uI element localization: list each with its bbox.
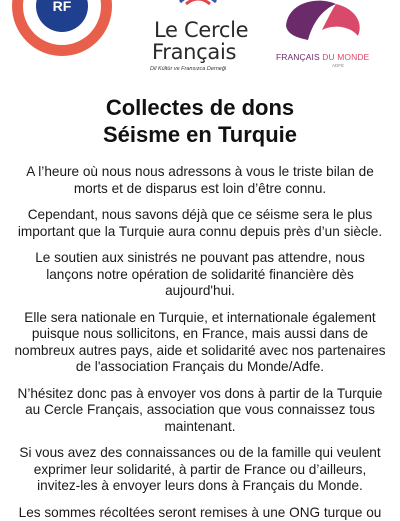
- page-title: [0, 94, 400, 148]
- cercle-logo-line2: Français: [152, 40, 236, 64]
- fdm-name-b: DU MONDE: [322, 52, 369, 62]
- paragraph: N’hésitez donc pas à envoyer vos dons à partir de la Turquie au Cercle Français, association que vous connaissez tous maintenant.: [0, 386, 400, 436]
- logo-bar: [0, 0, 400, 80]
- paragraph: Si vous avez des connaissances ou de la famille qui veulent exprimer leur solidarité, à partir de France ou d’ailleurs, invitez-les à envoyer leurs dons à Français du Monde.: [0, 445, 400, 495]
- cercle-logo-line1: Le Cercle: [154, 18, 248, 42]
- article-body: [0, 164, 400, 521]
- paragraph: Elle sera nationale en Turquie, et internationale également puisque nous sollicitons, en France, mais aussi dans de nombreux autres pays, aide et solidarité avec nos partenaires de l'association Français du Monde/Adfe.: [0, 310, 400, 376]
- fdm-name-a: FRANÇAIS: [276, 52, 320, 62]
- title-line2: Séisme en Turquie: [103, 122, 297, 147]
- paragraph: A l’heure où nous nous adressons à vous le triste bilan de morts et de disparus est loin d’être connu.: [0, 164, 400, 197]
- fdm-swirl-icon: [278, 0, 368, 52]
- francais-du-monde-logo: [268, 0, 388, 78]
- cercle-logo-subtitle: Dil Kültür ve Fransızca Derneği: [150, 66, 226, 72]
- paragraph: Le soutien aux sinistrés ne pouvant pas attendre, nous lançons notre opération de solidarité financière dès aujourd'hui.: [0, 250, 400, 300]
- title-line1: Collectes de dons: [106, 95, 294, 120]
- consulate-seal-logo: [12, 0, 112, 56]
- paragraph: Les sommes récoltées seront remises à une ONG turque ou: [0, 505, 400, 521]
- fdm-logo-subtitle: ADFE: [332, 63, 344, 68]
- cercle-mark-icon: [176, 0, 220, 8]
- seal-center: RF: [36, 0, 88, 32]
- paragraph: Cependant, nous savons déjà que ce séisme sera le plus important que la Turquie aura connu depuis près d’un siècle.: [0, 207, 400, 240]
- fdm-logo-name: [276, 52, 369, 62]
